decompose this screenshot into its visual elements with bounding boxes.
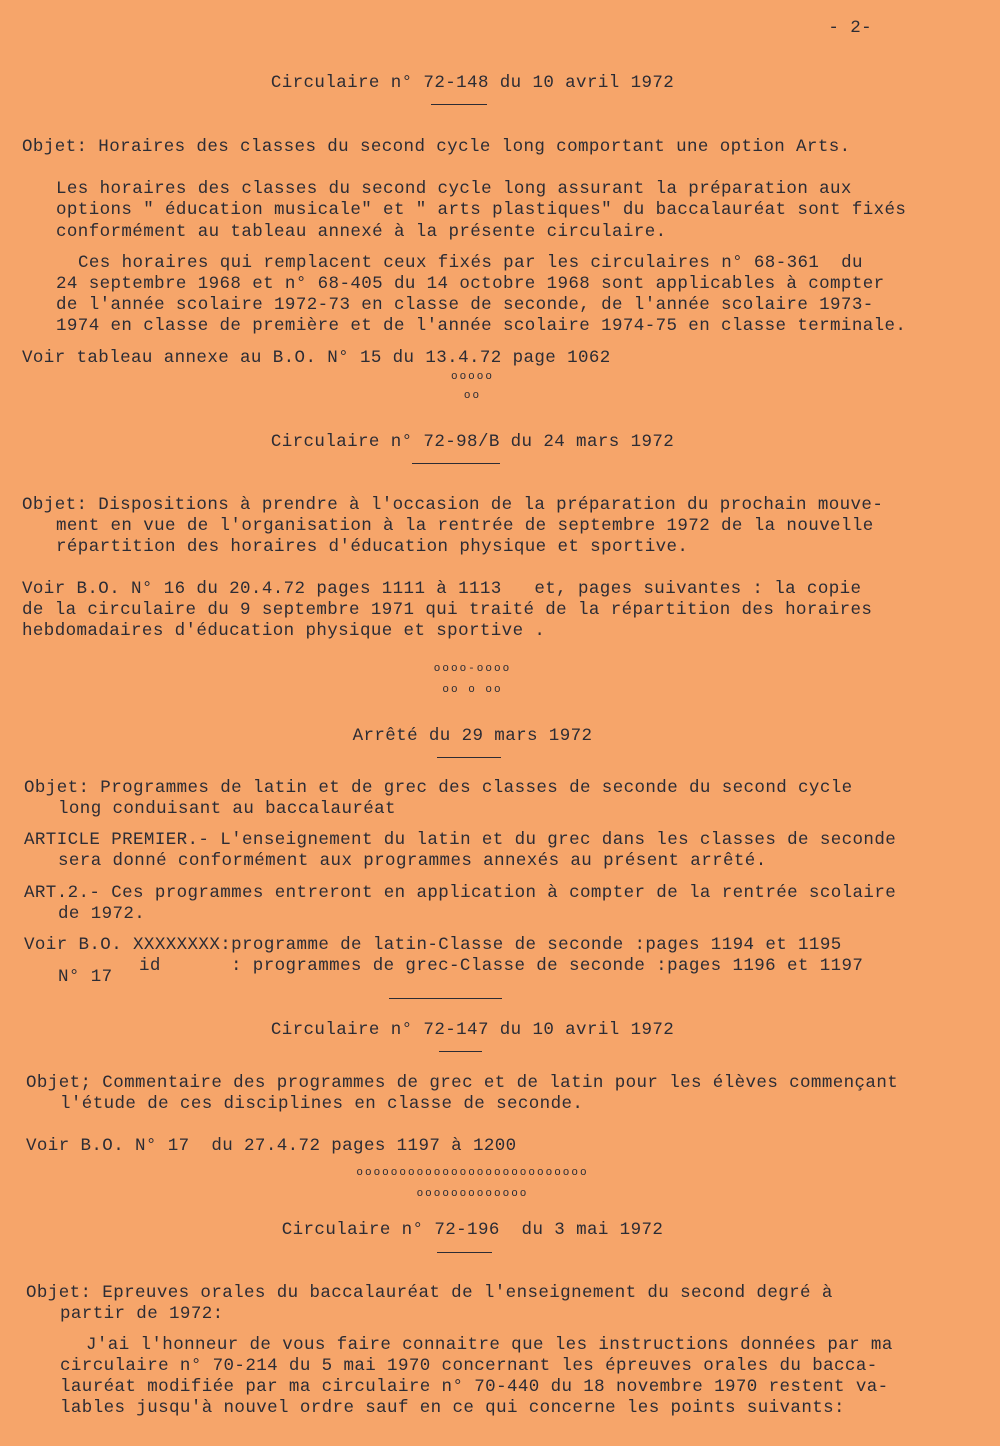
- section-2-objet-line2: ment en vue de l'organisation à la rentrée de septembre 1972 de la nouvelle: [56, 516, 874, 536]
- section-4-objet-line2: l'étude de ces disciplines en classe de seconde.: [60, 1094, 584, 1114]
- section-3-separator: [389, 998, 502, 999]
- section-3-title: Arrêté du 29 mars 1972: [352, 726, 593, 746]
- section-5-objet-line1: Objet: Epreuves orales du baccalauréat de l'enseignement du second degré à: [26, 1283, 833, 1303]
- section-3-article1-line1: ARTICLE PREMIER.- L'enseignement du latin et du grec dans les classes de seconde: [24, 830, 897, 850]
- section-2-voir-line3: hebdomadaires d'éducation physique et sportive .: [22, 621, 546, 641]
- section-1-title: Circulaire n° 72-148 du 10 avril 1972: [270, 73, 675, 93]
- section-4-rule: [439, 1051, 482, 1052]
- section-1-para1-line1: Les horaires des classes du second cycle long assurant la préparation aux: [56, 179, 852, 199]
- section-2-rule: [412, 463, 500, 464]
- section-3-voir-line2: : programmes de grec-Classe de seconde :pages 1196 et 1197: [231, 956, 864, 976]
- section-1-objet: Objet: Horaires des classes du second cycle long comportant une option Arts.: [22, 137, 851, 157]
- section-2-ornament-2: oo o oo: [442, 684, 503, 696]
- section-2-objet-line3: répartition des horaires d'éducation physique et sportive.: [56, 537, 689, 557]
- section-3-voir-id: id: [139, 956, 161, 976]
- section-4-ornament-1: ooooooooooooooooooooooooooo: [356, 1167, 589, 1179]
- section-1-para1-line3: conformément au tableau annexé à la présente circulaire.: [56, 222, 667, 242]
- section-1-ornament-1: ooooo: [450, 371, 494, 383]
- section-1-para1-line2: options " éducation musicale" et " arts plastiques" du baccalauréat sont fixés: [56, 200, 907, 220]
- section-1-voir: Voir tableau annexe au B.O. N° 15 du 13.4.72 page 1062: [22, 348, 611, 368]
- section-3-article2-line1: ART.2.- Ces programmes entreront en application à compter de la rentrée scolaire: [24, 883, 897, 903]
- section-3-voir-line1: Voir B.O. XXXXXXXX:programme de latin-Classe de seconde :pages 1194 et 1195: [24, 935, 842, 955]
- section-5-rule: [437, 1252, 492, 1253]
- section-3-rule: [437, 757, 501, 758]
- section-5-para-line4: lables jusqu'à nouvel ordre sauf en ce qui concerne les points suivants:: [60, 1398, 845, 1418]
- section-3-article2-line2: de 1972.: [58, 904, 146, 924]
- section-3-objet-line2: long conduisant au baccalauréat: [58, 799, 396, 819]
- section-4-voir: Voir B.O. N° 17 du 27.4.72 pages 1197 à 1200: [26, 1136, 517, 1156]
- page-number: - 2-: [828, 18, 872, 38]
- section-1-para2-line2: 24 septembre 1968 et n° 68-405 du 14 octobre 1968 sont applicables à compter: [56, 274, 885, 294]
- section-2-voir-line2: de la circulaire du 9 septembre 1971 qui traité de la répartition des horaires: [22, 600, 873, 620]
- section-5-para-line1: J'ai l'honneur de vous faire connaitre que les instructions données par ma: [86, 1335, 893, 1355]
- section-1-para2-line4: 1974 en classe de première et de l'année scolaire 1974-75 en classe terminale.: [56, 316, 907, 336]
- section-3-article1-line2: sera donné conformément aux programmes annexés au présent arrêté.: [58, 851, 767, 871]
- section-1-para2-line3: de l'année scolaire 1972-73 en classe de seconde, de l'année scolaire 1973-: [56, 295, 874, 315]
- section-2-objet-line1: Objet: Dispositions à prendre à l'occasion de la préparation du prochain mouve-: [22, 495, 884, 515]
- section-5-title: Circulaire n° 72-196 du 3 mai 1972: [281, 1220, 664, 1240]
- section-4-ornament-2: ooooooooooooo: [416, 1188, 529, 1200]
- section-3-voir-number: N° 17: [58, 967, 113, 987]
- section-4-title: Circulaire n° 72-147 du 10 avril 1972: [270, 1020, 675, 1040]
- section-2-voir-line1: Voir B.O. N° 16 du 20.4.72 pages 1111 à 1113 et, pages suivantes : la copie: [22, 579, 862, 599]
- section-5-para-line3: lauréat modifiée par ma circulaire n° 70-440 du 18 novembre 1970 restent va-: [60, 1377, 889, 1397]
- section-1-para2-line1: Ces horaires qui remplacent ceux fixés par les circulaires n° 68-361 du: [78, 253, 863, 273]
- section-1-rule: [431, 104, 487, 105]
- section-3-objet-line1: Objet: Programmes de latin et de grec des classes de seconde du second cycle: [24, 778, 853, 798]
- section-4-objet-line1: Objet; Commentaire des programmes de grec et de latin pour les élèves commençant: [26, 1073, 899, 1093]
- section-1-ornament-2: oo: [463, 390, 482, 402]
- section-2-title: Circulaire n° 72-98/B du 24 mars 1972: [270, 432, 675, 452]
- section-5-para-line2: circulaire n° 70-214 du 5 mai 1970 concernant les épreuves orales du bacca-: [60, 1356, 878, 1376]
- section-2-ornament-1: oooo-oooo: [433, 663, 512, 675]
- section-5-objet-line2: partir de 1972:: [60, 1304, 224, 1324]
